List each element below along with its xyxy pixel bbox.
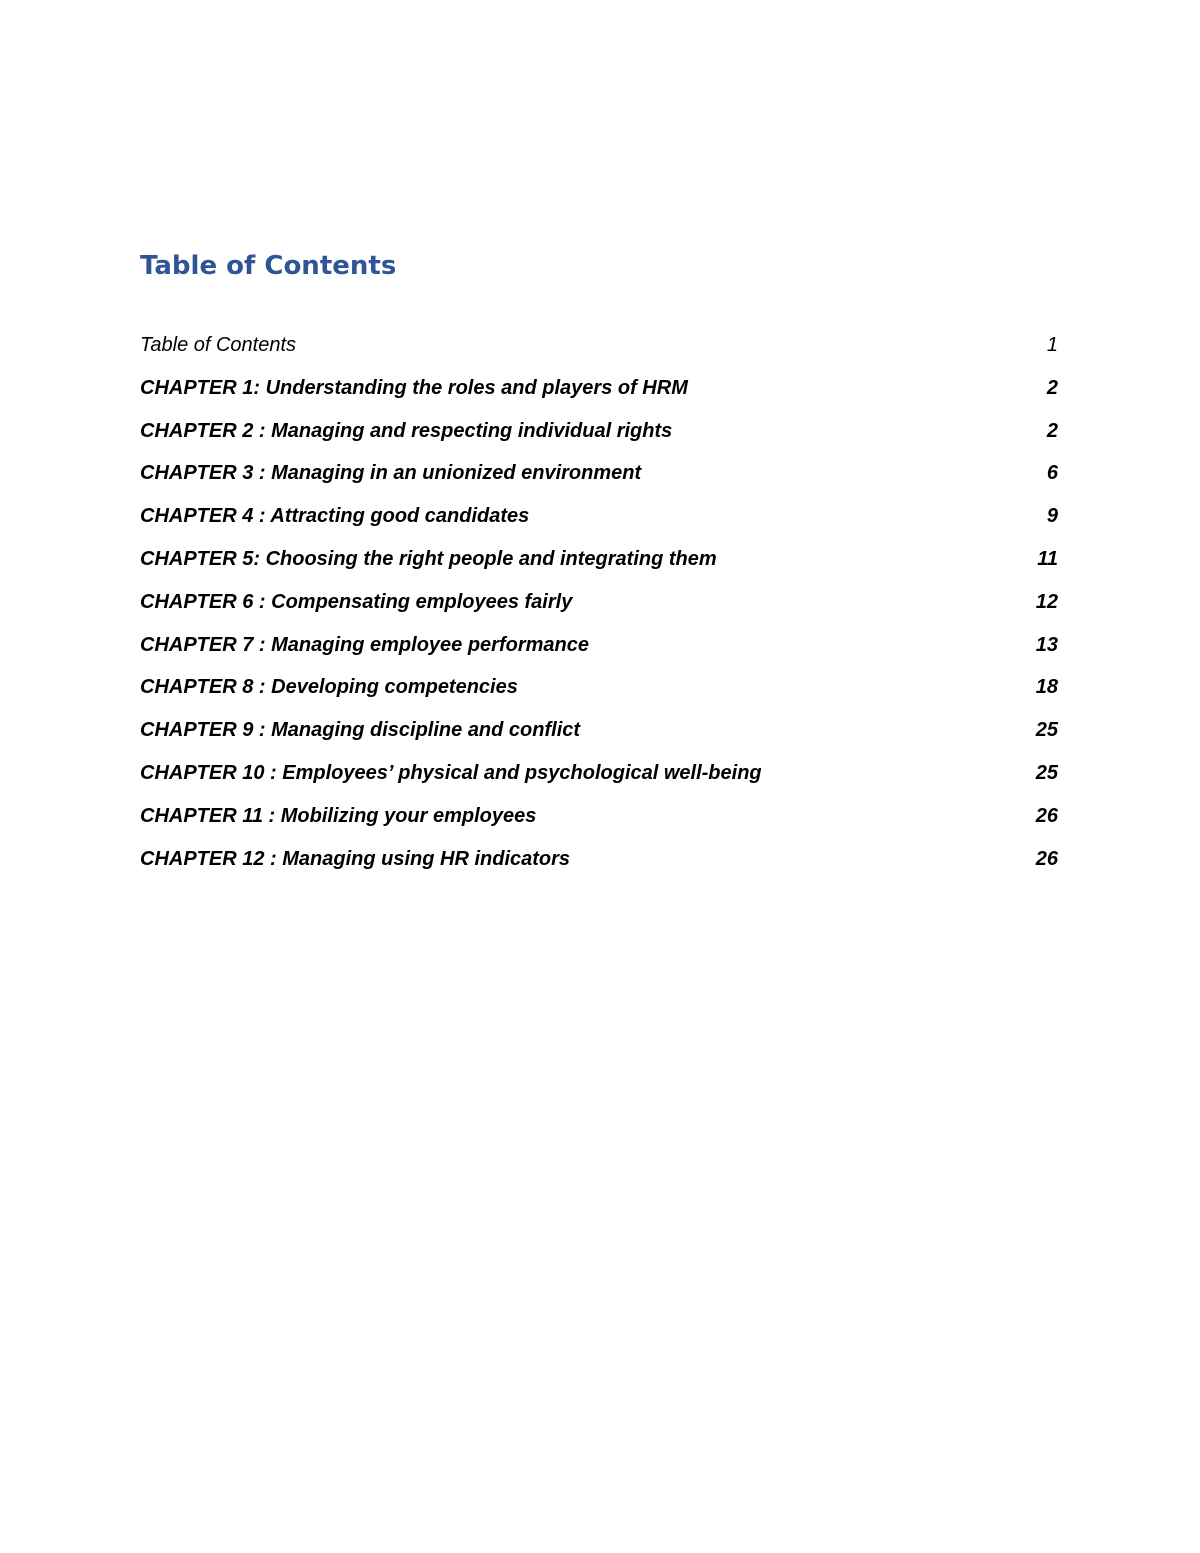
toc-entry[interactable]: [140, 715, 1058, 758]
toc-entry[interactable]: [140, 758, 1058, 801]
toc-entry[interactable]: [140, 587, 1058, 630]
toc-entry[interactable]: [140, 416, 1058, 459]
toc-entry-page: 6: [1046, 462, 1058, 485]
toc-entry-title: CHAPTER 6 : Compensating employees fairly: [140, 590, 573, 613]
toc-entry[interactable]: [140, 458, 1058, 501]
toc-entry-title: CHAPTER 8 : Developing competencies: [140, 676, 518, 699]
toc-list: [140, 330, 1058, 886]
toc-heading: Table of Contents: [140, 251, 397, 281]
toc-entry[interactable]: [140, 544, 1058, 587]
toc-entry-title: CHAPTER 10 : Employees’ physical and psychological well-being: [140, 761, 762, 784]
toc-entry-page: 25: [1035, 761, 1058, 784]
toc-entry-title: CHAPTER 5: Choosing the right people and integrating them: [140, 547, 717, 570]
toc-entry-page: 2: [1046, 376, 1058, 399]
toc-entry-page: 11: [1037, 547, 1058, 570]
toc-entry[interactable]: [140, 672, 1058, 715]
toc-entry[interactable]: [140, 373, 1058, 416]
toc-entry-title: CHAPTER 2 : Managing and respecting individual rights: [140, 419, 673, 442]
toc-entry-page: 26: [1035, 804, 1058, 827]
toc-entry-page: 26: [1035, 847, 1058, 870]
toc-entry-title: CHAPTER 4 : Attracting good candidates: [140, 505, 530, 528]
toc-entry-title: CHAPTER 12 : Managing using HR indicators: [140, 847, 571, 870]
toc-entry-title: CHAPTER 1: Understanding the roles and players of HRM: [140, 376, 688, 399]
toc-entry-title: CHAPTER 9 : Managing discipline and conflict: [140, 719, 581, 742]
toc-entry[interactable]: [140, 844, 1058, 887]
toc-entry-title: CHAPTER 7 : Managing employee performance: [140, 633, 589, 656]
toc-entry[interactable]: [140, 630, 1058, 673]
toc-entry-page: 2: [1046, 419, 1058, 442]
toc-entry-page: 9: [1046, 505, 1058, 528]
toc-entry-title: CHAPTER 3 : Managing in an unionized environment: [140, 462, 642, 485]
toc-entry-page: 1: [1046, 334, 1058, 356]
toc-entry[interactable]: [140, 330, 1058, 373]
toc-entry-page: 13: [1035, 633, 1058, 656]
toc-entry-page: 18: [1035, 676, 1058, 699]
toc-entry[interactable]: [140, 501, 1058, 544]
toc-entry-title: Table of Contents: [140, 334, 297, 356]
toc-entry-page: 25: [1035, 719, 1058, 742]
toc-entry-title: CHAPTER 11 : Mobilizing your employees: [140, 804, 537, 827]
toc-entry-page: 12: [1035, 590, 1058, 613]
toc-entry[interactable]: [140, 801, 1058, 844]
